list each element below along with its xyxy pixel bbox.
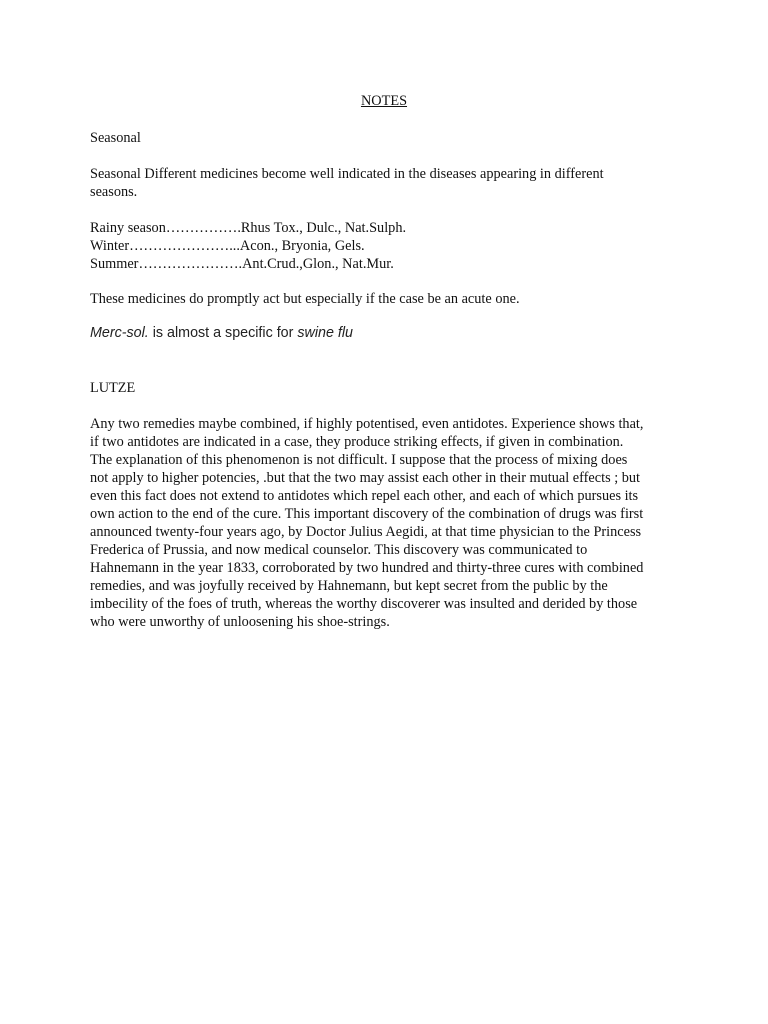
lutze-paragraph — [90, 415, 690, 631]
lutze-line: not apply to higher potencies, .but that the two may assist each other in their mutual effects ; but — [90, 470, 641, 486]
lutze-line: who were unworthy of unloosening his shoe-strings. — [90, 614, 390, 630]
seasonal-intro-line: seasons. — [90, 184, 138, 200]
season-item-summer: Summer………………….Ant.Crud.,Glon., Nat.Mur. — [90, 256, 394, 272]
page-title: NOTES — [360, 93, 408, 109]
lutze-line: if two antidotes are indicated in a case, they produce striking effects, if given in combination. — [90, 434, 624, 450]
merc-drug-name: Merc-sol. — [90, 325, 149, 341]
seasonal-heading: Seasonal — [90, 130, 141, 146]
lutze-line: own action to the end of the cure. This important discovery of the combination of drugs was first — [90, 506, 644, 522]
merc-disease-name: swine flu — [297, 325, 353, 341]
lutze-line: even this fact does not extend to antidotes which repel each other, and each of which pursues its — [90, 488, 639, 504]
lutze-line: announced twenty-four years ago, by Doctor Julius Aegidi, at that time physician to the Princess — [90, 524, 642, 540]
lutze-line: Hahnemann in the year 1833, corroborated by two hundred and thirty-three cures with combined — [90, 560, 644, 576]
merc-note-text: is almost a specific for — [148, 325, 298, 341]
lutze-heading: LUTZE — [90, 380, 136, 396]
season-item-rainy: Rainy season…………….Rhus Tox., Dulc., Nat.Sulph. — [90, 220, 407, 236]
season-list — [90, 219, 690, 273]
seasonal-intro-line: Seasonal Different medicines become well indicated in the diseases appearing in different — [90, 166, 604, 182]
season-item-winter: Winter…………………...Acon., Bryonia, Gels. — [90, 238, 365, 254]
lutze-line: Any two remedies maybe combined, if highly potentised, even antidotes. Experience shows that, — [90, 416, 644, 432]
lutze-line: remedies, and was joyfully received by Hahnemann, but kept secret from the public by the — [90, 578, 608, 594]
lutze-line: The explanation of this phenomenon is not difficult. I suppose that the process of mixing does — [90, 452, 628, 468]
lutze-line: Frederica of Prussia, and now medical counselor. This discovery was communicated to — [90, 542, 588, 558]
merc-note — [90, 325, 690, 341]
seasonal-intro — [90, 165, 690, 201]
acute-note: These medicines do promptly act but especially if the case be an acute one. — [90, 291, 520, 307]
lutze-line: imbecility of the foes of truth, whereas the worthy discoverer was insulted and derided by those — [90, 596, 638, 612]
